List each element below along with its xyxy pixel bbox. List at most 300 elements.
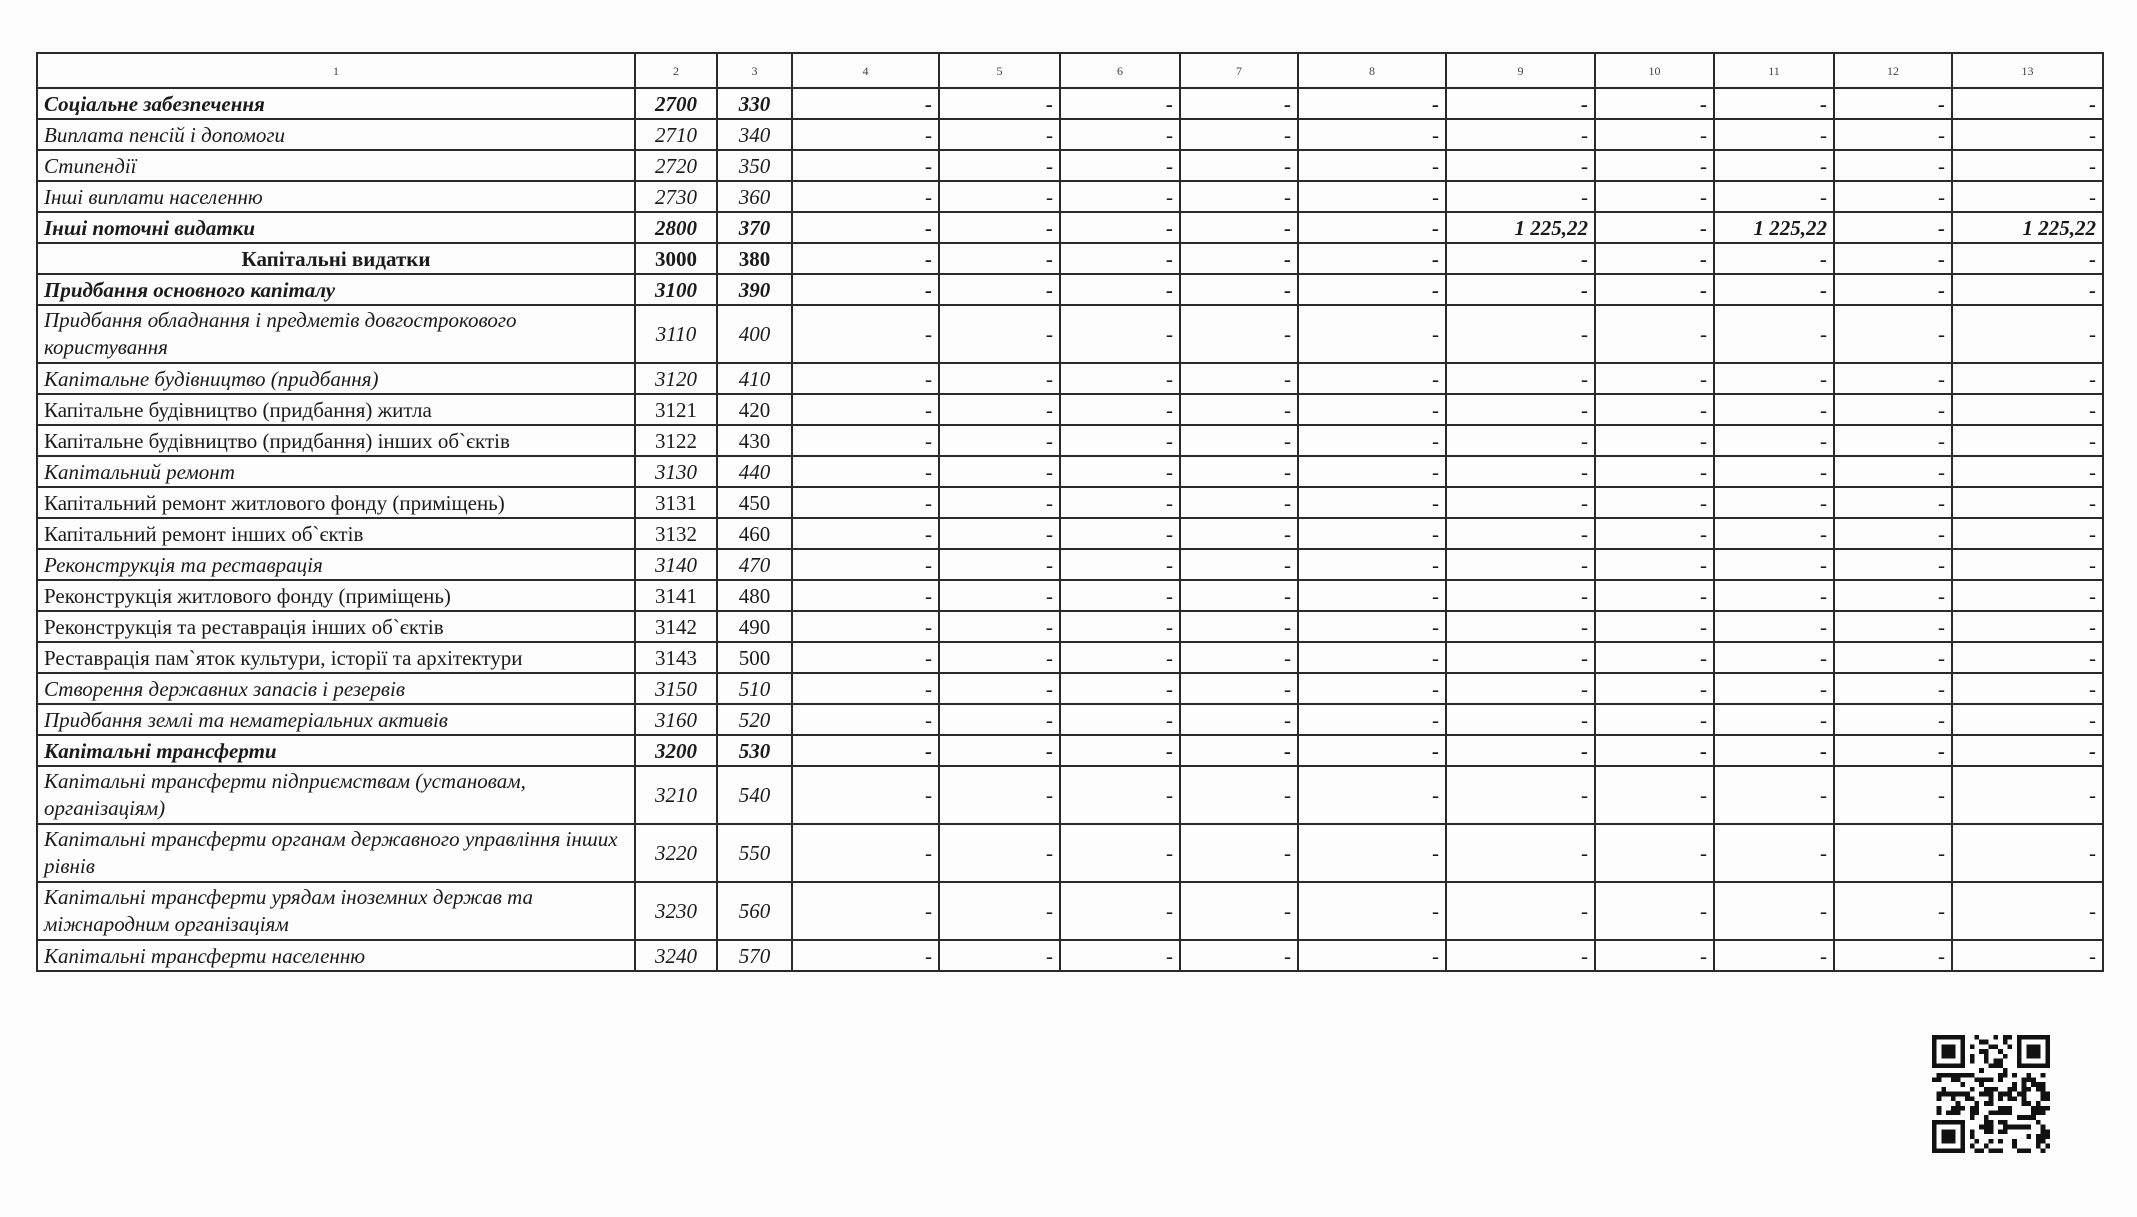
value-cell-col-7: -: [1180, 150, 1298, 181]
value-cell-col-9: -: [1446, 305, 1595, 363]
value-cell-col-13: -: [1952, 940, 2103, 971]
value-cell-col-4: -: [792, 824, 939, 882]
row-code: 3240: [635, 940, 717, 971]
table-row: [37, 425, 2103, 456]
value-cell-col-12: -: [1834, 549, 1952, 580]
table-row: [37, 824, 2103, 882]
table-row: [37, 212, 2103, 243]
value-cell-col-5: -: [939, 735, 1060, 766]
value-cell-col-5: -: [939, 518, 1060, 549]
row-code: 3122: [635, 425, 717, 456]
row-label: Соціальне забезпечення: [37, 88, 635, 119]
row-label: Капітальний ремонт житлового фонду (приміщень): [37, 487, 635, 518]
value-cell-col-6: -: [1060, 642, 1180, 673]
value-cell-col-11: -: [1714, 487, 1834, 518]
value-cell-col-10: -: [1595, 88, 1714, 119]
row-line-number: 500: [717, 642, 792, 673]
value-cell-col-6: -: [1060, 243, 1180, 274]
value-cell-col-10: -: [1595, 274, 1714, 305]
value-cell-col-6: -: [1060, 611, 1180, 642]
value-cell-col-7: -: [1180, 611, 1298, 642]
value-cell-col-7: -: [1180, 940, 1298, 971]
value-cell-col-6: -: [1060, 766, 1180, 824]
value-cell-col-4: -: [792, 181, 939, 212]
value-cell-col-11: -: [1714, 580, 1834, 611]
row-code: 3200: [635, 735, 717, 766]
value-cell-col-4: -: [792, 518, 939, 549]
row-label: Капітальні видатки: [37, 243, 635, 274]
value-cell-col-4: -: [792, 456, 939, 487]
row-code: 3100: [635, 274, 717, 305]
value-cell-col-12: -: [1834, 642, 1952, 673]
value-cell-col-7: -: [1180, 363, 1298, 394]
value-cell-col-9: -: [1446, 363, 1595, 394]
value-cell-col-6: -: [1060, 882, 1180, 940]
column-number-13: 13: [1952, 53, 2103, 88]
row-label: Капітальні трансферти населенню: [37, 940, 635, 971]
value-cell-col-13: -: [1952, 518, 2103, 549]
value-cell-col-11: -: [1714, 274, 1834, 305]
row-code: 3220: [635, 824, 717, 882]
value-cell-col-12: -: [1834, 487, 1952, 518]
value-cell-col-13: -: [1952, 274, 2103, 305]
value-cell-col-6: -: [1060, 181, 1180, 212]
value-cell-col-10: -: [1595, 704, 1714, 735]
value-cell-col-7: -: [1180, 425, 1298, 456]
value-cell-col-9: -: [1446, 518, 1595, 549]
value-cell-col-9: -: [1446, 673, 1595, 704]
value-cell-col-10: -: [1595, 425, 1714, 456]
value-cell-col-6: -: [1060, 425, 1180, 456]
value-cell-col-13: -: [1952, 704, 2103, 735]
value-cell-col-10: -: [1595, 940, 1714, 971]
value-cell-col-4: -: [792, 549, 939, 580]
qr-code: [1932, 1035, 2050, 1153]
value-cell-col-9: -: [1446, 119, 1595, 150]
value-cell-col-10: -: [1595, 150, 1714, 181]
value-cell-col-5: -: [939, 119, 1060, 150]
value-cell-col-6: -: [1060, 274, 1180, 305]
value-cell-col-11: -: [1714, 181, 1834, 212]
row-line-number: 570: [717, 940, 792, 971]
value-cell-col-6: -: [1060, 88, 1180, 119]
value-cell-col-9: -: [1446, 456, 1595, 487]
value-cell-col-10: -: [1595, 456, 1714, 487]
value-cell-col-7: -: [1180, 274, 1298, 305]
value-cell-col-9: -: [1446, 88, 1595, 119]
value-cell-col-5: -: [939, 882, 1060, 940]
budget-table: [36, 52, 2104, 972]
row-line-number: 390: [717, 274, 792, 305]
row-line-number: 520: [717, 704, 792, 735]
value-cell-col-4: -: [792, 766, 939, 824]
row-line-number: 360: [717, 181, 792, 212]
row-line-number: 350: [717, 150, 792, 181]
value-cell-col-4: -: [792, 673, 939, 704]
row-line-number: 450: [717, 487, 792, 518]
value-cell-col-6: -: [1060, 673, 1180, 704]
row-line-number: 460: [717, 518, 792, 549]
value-cell-col-8: -: [1298, 580, 1446, 611]
row-label: Інші виплати населенню: [37, 181, 635, 212]
row-line-number: 430: [717, 425, 792, 456]
table-row: [37, 673, 2103, 704]
value-cell-col-6: -: [1060, 824, 1180, 882]
value-cell-col-7: -: [1180, 673, 1298, 704]
value-cell-col-9: -: [1446, 394, 1595, 425]
row-code: 3132: [635, 518, 717, 549]
value-cell-col-4: -: [792, 119, 939, 150]
value-cell-col-9: -: [1446, 611, 1595, 642]
value-cell-col-4: -: [792, 150, 939, 181]
value-cell-col-7: -: [1180, 487, 1298, 518]
value-cell-col-4: -: [792, 305, 939, 363]
value-cell-col-7: -: [1180, 766, 1298, 824]
row-label: Капітальний ремонт: [37, 456, 635, 487]
table-row: [37, 119, 2103, 150]
value-cell-col-13: -: [1952, 150, 2103, 181]
table-row: [37, 150, 2103, 181]
column-number-9: 9: [1446, 53, 1595, 88]
value-cell-col-12: -: [1834, 704, 1952, 735]
value-cell-col-13: -: [1952, 735, 2103, 766]
row-label: Інші поточні видатки: [37, 212, 635, 243]
value-cell-col-8: -: [1298, 487, 1446, 518]
value-cell-col-9: -: [1446, 940, 1595, 971]
value-cell-col-7: -: [1180, 212, 1298, 243]
value-cell-col-9: -: [1446, 150, 1595, 181]
value-cell-col-11: 1 225,22: [1714, 212, 1834, 243]
value-cell-col-5: -: [939, 487, 1060, 518]
value-cell-col-9: -: [1446, 824, 1595, 882]
value-cell-col-9: -: [1446, 243, 1595, 274]
column-number-4: 4: [792, 53, 939, 88]
value-cell-col-4: -: [792, 580, 939, 611]
value-cell-col-4: -: [792, 882, 939, 940]
value-cell-col-11: -: [1714, 766, 1834, 824]
value-cell-col-6: -: [1060, 487, 1180, 518]
value-cell-col-6: -: [1060, 940, 1180, 971]
value-cell-col-11: -: [1714, 305, 1834, 363]
value-cell-col-12: -: [1834, 882, 1952, 940]
row-label: Стипендії: [37, 150, 635, 181]
value-cell-col-7: -: [1180, 88, 1298, 119]
value-cell-col-10: -: [1595, 212, 1714, 243]
value-cell-col-12: -: [1834, 673, 1952, 704]
value-cell-col-12: -: [1834, 119, 1952, 150]
row-code: 3143: [635, 642, 717, 673]
value-cell-col-11: -: [1714, 642, 1834, 673]
value-cell-col-10: -: [1595, 518, 1714, 549]
table-body: [37, 53, 2103, 971]
value-cell-col-9: -: [1446, 735, 1595, 766]
value-cell-col-12: -: [1834, 735, 1952, 766]
value-cell-col-6: -: [1060, 150, 1180, 181]
value-cell-col-12: -: [1834, 212, 1952, 243]
value-cell-col-5: -: [939, 274, 1060, 305]
value-cell-col-12: -: [1834, 611, 1952, 642]
value-cell-col-11: -: [1714, 88, 1834, 119]
row-code: 3230: [635, 882, 717, 940]
value-cell-col-12: -: [1834, 305, 1952, 363]
value-cell-col-4: -: [792, 274, 939, 305]
value-cell-col-5: -: [939, 88, 1060, 119]
value-cell-col-5: -: [939, 243, 1060, 274]
value-cell-col-5: -: [939, 363, 1060, 394]
row-code: 3142: [635, 611, 717, 642]
value-cell-col-13: 1 225,22: [1952, 212, 2103, 243]
value-cell-col-9: -: [1446, 882, 1595, 940]
row-label: Капітальне будівництво (придбання) житла: [37, 394, 635, 425]
value-cell-col-5: -: [939, 181, 1060, 212]
value-cell-col-13: -: [1952, 363, 2103, 394]
row-label: Придбання обладнання і предметів довгострокового користування: [37, 305, 635, 363]
row-label: Капітальні трансферти органам державного управління інших рівнів: [37, 824, 635, 882]
value-cell-col-8: -: [1298, 518, 1446, 549]
value-cell-col-9: -: [1446, 580, 1595, 611]
value-cell-col-10: -: [1595, 549, 1714, 580]
value-cell-col-10: -: [1595, 882, 1714, 940]
value-cell-col-12: -: [1834, 394, 1952, 425]
value-cell-col-12: -: [1834, 940, 1952, 971]
value-cell-col-12: -: [1834, 824, 1952, 882]
row-code: 2800: [635, 212, 717, 243]
value-cell-col-11: -: [1714, 243, 1834, 274]
value-cell-col-7: -: [1180, 119, 1298, 150]
value-cell-col-9: -: [1446, 704, 1595, 735]
value-cell-col-4: -: [792, 363, 939, 394]
value-cell-col-10: -: [1595, 735, 1714, 766]
value-cell-col-4: -: [792, 487, 939, 518]
value-cell-col-7: -: [1180, 824, 1298, 882]
row-label: Придбання основного капіталу: [37, 274, 635, 305]
row-line-number: 490: [717, 611, 792, 642]
row-label: Реставрація пам`яток культури, історії та архітектури: [37, 642, 635, 673]
value-cell-col-10: -: [1595, 766, 1714, 824]
table-row: [37, 549, 2103, 580]
value-cell-col-11: -: [1714, 394, 1834, 425]
value-cell-col-12: -: [1834, 766, 1952, 824]
value-cell-col-5: -: [939, 580, 1060, 611]
value-cell-col-4: -: [792, 243, 939, 274]
column-number-2: 2: [635, 53, 717, 88]
value-cell-col-6: -: [1060, 363, 1180, 394]
row-label: Придбання землі та нематеріальних активів: [37, 704, 635, 735]
value-cell-col-11: -: [1714, 549, 1834, 580]
row-line-number: 550: [717, 824, 792, 882]
value-cell-col-11: -: [1714, 425, 1834, 456]
value-cell-col-9: -: [1446, 425, 1595, 456]
value-cell-col-11: -: [1714, 611, 1834, 642]
row-label: Реконструкція житлового фонду (приміщень): [37, 580, 635, 611]
value-cell-col-6: -: [1060, 704, 1180, 735]
value-cell-col-13: -: [1952, 580, 2103, 611]
value-cell-col-11: -: [1714, 150, 1834, 181]
column-number-7: 7: [1180, 53, 1298, 88]
value-cell-col-5: -: [939, 394, 1060, 425]
value-cell-col-12: -: [1834, 181, 1952, 212]
value-cell-col-12: -: [1834, 274, 1952, 305]
row-code: 3131: [635, 487, 717, 518]
value-cell-col-6: -: [1060, 580, 1180, 611]
row-line-number: 530: [717, 735, 792, 766]
value-cell-col-8: -: [1298, 549, 1446, 580]
value-cell-col-7: -: [1180, 305, 1298, 363]
value-cell-col-11: -: [1714, 456, 1834, 487]
table-row: [37, 456, 2103, 487]
value-cell-col-10: -: [1595, 642, 1714, 673]
table-row: [37, 394, 2103, 425]
value-cell-col-10: -: [1595, 305, 1714, 363]
row-label: Реконструкція та реставрація інших об`єктів: [37, 611, 635, 642]
value-cell-col-7: -: [1180, 456, 1298, 487]
value-cell-col-9: -: [1446, 181, 1595, 212]
value-cell-col-5: -: [939, 940, 1060, 971]
value-cell-col-9: 1 225,22: [1446, 212, 1595, 243]
row-label: Капітальні трансферти підприємствам (установам, організаціям): [37, 766, 635, 824]
table-row: [37, 766, 2103, 824]
row-code: 3160: [635, 704, 717, 735]
row-label: Капітальні трансферти: [37, 735, 635, 766]
table-row: [37, 181, 2103, 212]
value-cell-col-13: -: [1952, 673, 2103, 704]
row-line-number: 420: [717, 394, 792, 425]
row-label: Виплата пенсій і допомоги: [37, 119, 635, 150]
row-code: 3210: [635, 766, 717, 824]
value-cell-col-4: -: [792, 704, 939, 735]
value-cell-col-13: -: [1952, 181, 2103, 212]
table-row: [37, 305, 2103, 363]
value-cell-col-10: -: [1595, 580, 1714, 611]
value-cell-col-5: -: [939, 425, 1060, 456]
value-cell-col-12: -: [1834, 363, 1952, 394]
value-cell-col-13: -: [1952, 394, 2103, 425]
value-cell-col-6: -: [1060, 735, 1180, 766]
value-cell-col-10: -: [1595, 363, 1714, 394]
row-line-number: 470: [717, 549, 792, 580]
value-cell-col-6: -: [1060, 456, 1180, 487]
value-cell-col-12: -: [1834, 580, 1952, 611]
table-row: [37, 274, 2103, 305]
value-cell-col-13: -: [1952, 305, 2103, 363]
value-cell-col-5: -: [939, 611, 1060, 642]
column-number-12: 12: [1834, 53, 1952, 88]
value-cell-col-11: -: [1714, 363, 1834, 394]
value-cell-col-13: -: [1952, 425, 2103, 456]
value-cell-col-6: -: [1060, 549, 1180, 580]
table-row: [37, 518, 2103, 549]
value-cell-col-11: -: [1714, 824, 1834, 882]
value-cell-col-13: -: [1952, 611, 2103, 642]
column-number-11: 11: [1714, 53, 1834, 88]
table-row: [37, 611, 2103, 642]
value-cell-col-10: -: [1595, 824, 1714, 882]
column-number-5: 5: [939, 53, 1060, 88]
value-cell-col-8: -: [1298, 274, 1446, 305]
value-cell-col-8: -: [1298, 243, 1446, 274]
value-cell-col-8: -: [1298, 704, 1446, 735]
value-cell-col-7: -: [1180, 642, 1298, 673]
value-cell-col-4: -: [792, 394, 939, 425]
row-code: 3120: [635, 363, 717, 394]
value-cell-col-10: -: [1595, 611, 1714, 642]
value-cell-col-8: -: [1298, 88, 1446, 119]
value-cell-col-8: -: [1298, 119, 1446, 150]
value-cell-col-4: -: [792, 88, 939, 119]
value-cell-col-4: -: [792, 212, 939, 243]
value-cell-col-7: -: [1180, 735, 1298, 766]
value-cell-col-11: -: [1714, 735, 1834, 766]
value-cell-col-4: -: [792, 940, 939, 971]
value-cell-col-8: -: [1298, 363, 1446, 394]
row-line-number: 510: [717, 673, 792, 704]
table-row: [37, 580, 2103, 611]
row-code: 3000: [635, 243, 717, 274]
value-cell-col-7: -: [1180, 549, 1298, 580]
table-row: [37, 642, 2103, 673]
table-row: [37, 88, 2103, 119]
value-cell-col-8: -: [1298, 882, 1446, 940]
value-cell-col-13: -: [1952, 119, 2103, 150]
table-row: [37, 882, 2103, 940]
value-cell-col-5: -: [939, 150, 1060, 181]
column-number-1: 1: [37, 53, 635, 88]
table-row: [37, 940, 2103, 971]
value-cell-col-5: -: [939, 673, 1060, 704]
value-cell-col-13: -: [1952, 549, 2103, 580]
row-line-number: 340: [717, 119, 792, 150]
row-label: Капітальний ремонт інших об`єктів: [37, 518, 635, 549]
value-cell-col-7: -: [1180, 580, 1298, 611]
value-cell-col-11: -: [1714, 940, 1834, 971]
row-line-number: 380: [717, 243, 792, 274]
value-cell-col-4: -: [792, 642, 939, 673]
row-line-number: 330: [717, 88, 792, 119]
row-code: 3140: [635, 549, 717, 580]
value-cell-col-8: -: [1298, 766, 1446, 824]
value-cell-col-6: -: [1060, 305, 1180, 363]
column-number-6: 6: [1060, 53, 1180, 88]
value-cell-col-6: -: [1060, 394, 1180, 425]
row-code: 3141: [635, 580, 717, 611]
row-line-number: 370: [717, 212, 792, 243]
value-cell-col-9: -: [1446, 766, 1595, 824]
value-cell-col-7: -: [1180, 882, 1298, 940]
value-cell-col-8: -: [1298, 642, 1446, 673]
value-cell-col-11: -: [1714, 882, 1834, 940]
value-cell-col-6: -: [1060, 119, 1180, 150]
value-cell-col-13: -: [1952, 642, 2103, 673]
value-cell-col-7: -: [1180, 181, 1298, 212]
value-cell-col-7: -: [1180, 704, 1298, 735]
value-cell-col-13: -: [1952, 766, 2103, 824]
value-cell-col-8: -: [1298, 150, 1446, 181]
value-cell-col-7: -: [1180, 394, 1298, 425]
row-code: 2700: [635, 88, 717, 119]
value-cell-col-5: -: [939, 766, 1060, 824]
value-cell-col-13: -: [1952, 88, 2103, 119]
row-code: 3130: [635, 456, 717, 487]
value-cell-col-8: -: [1298, 456, 1446, 487]
value-cell-col-4: -: [792, 611, 939, 642]
value-cell-col-10: -: [1595, 181, 1714, 212]
value-cell-col-8: -: [1298, 940, 1446, 971]
value-cell-col-13: -: [1952, 456, 2103, 487]
value-cell-col-8: -: [1298, 394, 1446, 425]
value-cell-col-10: -: [1595, 394, 1714, 425]
value-cell-col-8: -: [1298, 305, 1446, 363]
value-cell-col-8: -: [1298, 425, 1446, 456]
